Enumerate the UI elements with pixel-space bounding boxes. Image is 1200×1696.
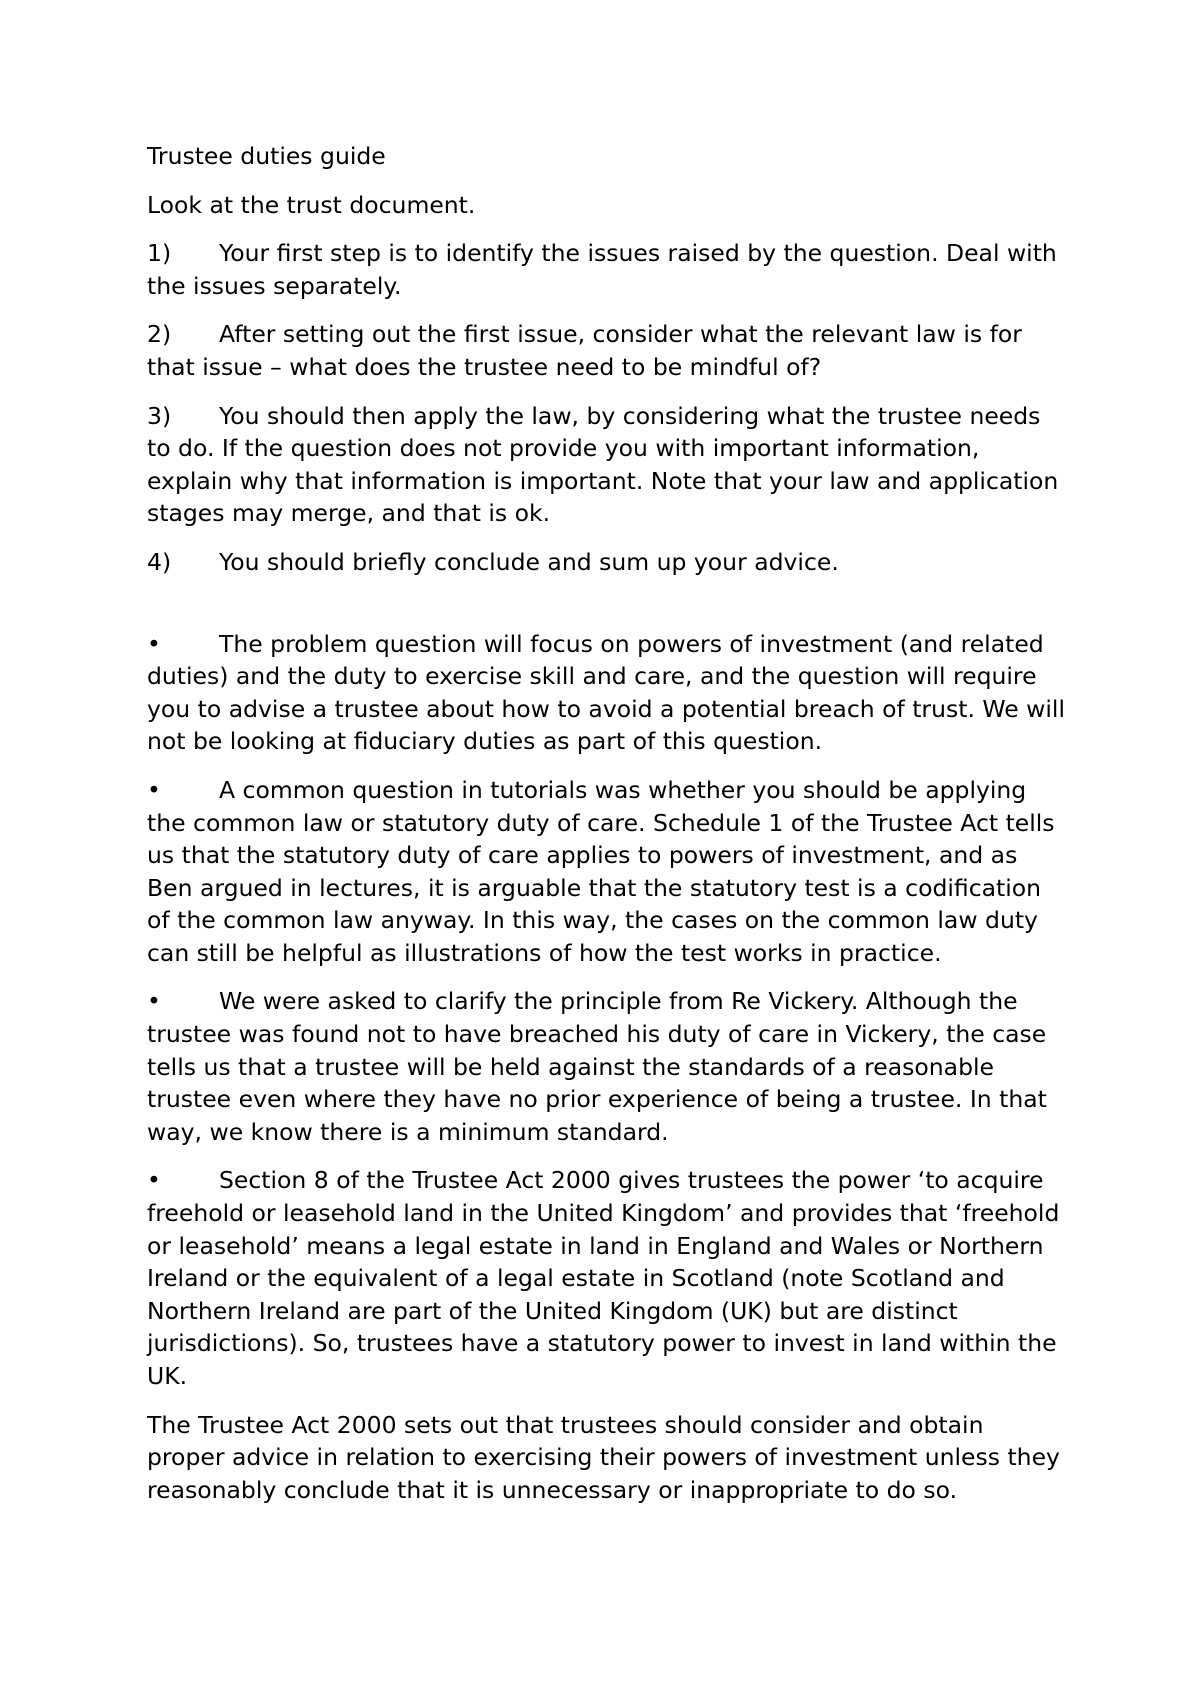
step-marker: 1)	[147, 239, 172, 268]
step-text: You should briefly conclude and sum up your advice.	[219, 547, 839, 576]
bullet-text: We were asked to clarify the principle from Re Vickery. Although the trustee was found not to have breached his duty of care in Vickery, the case tells us that a trustee will be held against the standards of a reasonable trustee even where they have no prior experience of being a trustee. In that way, we know there is a minimum standard.	[147, 987, 1047, 1146]
bullet-icon: •	[147, 629, 161, 658]
step-3	[147, 400, 1065, 530]
closing-paragraph: The Trustee Act 2000 sets out that trustees should consider and obtain proper advice in relation to exercising their powers of investment unless they reasonably conclude that it is unnecessary or inappropriate to do so.	[147, 1410, 1060, 1504]
step-text: You should then apply the law, by considering what the trustee needs to do. If the question does not provide you with important information, explain why that information is important. Note that your law and application stages may merge, and that is ok.	[147, 401, 1059, 528]
step-text: Your first step is to identify the issues raised by the question. Deal with the issues separately.	[147, 239, 1057, 300]
bullet-1	[147, 628, 1065, 758]
step-text: After setting out the first issue, consider what the relevant law is for that issue – what does the trustee need to be mindful of?	[147, 320, 1022, 381]
step-marker: 4)	[147, 547, 172, 576]
bullet-icon: •	[147, 775, 161, 804]
bullet-text: The problem question will focus on powers of investment (and related duties) and the duty to exercise skill and care, and the question will require you to advise a trustee about how to avoid a potential breach of trust. We will not be looking at fiduciary duties as part of this question.	[147, 629, 1065, 756]
bullet-2	[147, 774, 1065, 970]
bullet-text: A common question in tutorials was whether you should be applying the common law or statutory duty of care. Schedule 1 of the Trustee Act tells us that the statutory duty of care applies to powers of investment, and as Ben argued in lectures, it is arguable that the statutory test is a codification of the common law anyway. In this way, the cases on the common law duty can still be helpful as illustrations of how the test works in practice.	[147, 775, 1055, 967]
bullet-icon: •	[147, 987, 161, 1016]
step-1	[147, 237, 1065, 302]
step-marker: 2)	[147, 320, 172, 349]
bullet-4	[147, 1164, 1065, 1392]
blank-line	[147, 595, 1065, 628]
bullet-3	[147, 985, 1065, 1148]
intro-line: Look at the trust document.	[147, 190, 476, 219]
bullet-text: Section 8 of the Trustee Act 2000 gives trustees the power ‘to acquire freehold or leasehold land in the United Kingdom’ and provides that ‘freehold or leasehold’ means a legal estate in land in England and Wales or Northern Ireland or the equivalent of a legal estate in Scotland (note Scotland and Northern Ireland are part of the United Kingdom (UK) but are distinct jurisdictions). So, trustees have a statutory power to invest in land within the UK.	[147, 1166, 1060, 1390]
bullet-icon: •	[147, 1166, 161, 1195]
step-2	[147, 318, 1065, 383]
document-title: Trustee duties guide	[147, 142, 386, 170]
step-marker: 3)	[147, 401, 172, 430]
step-4	[147, 546, 1065, 579]
